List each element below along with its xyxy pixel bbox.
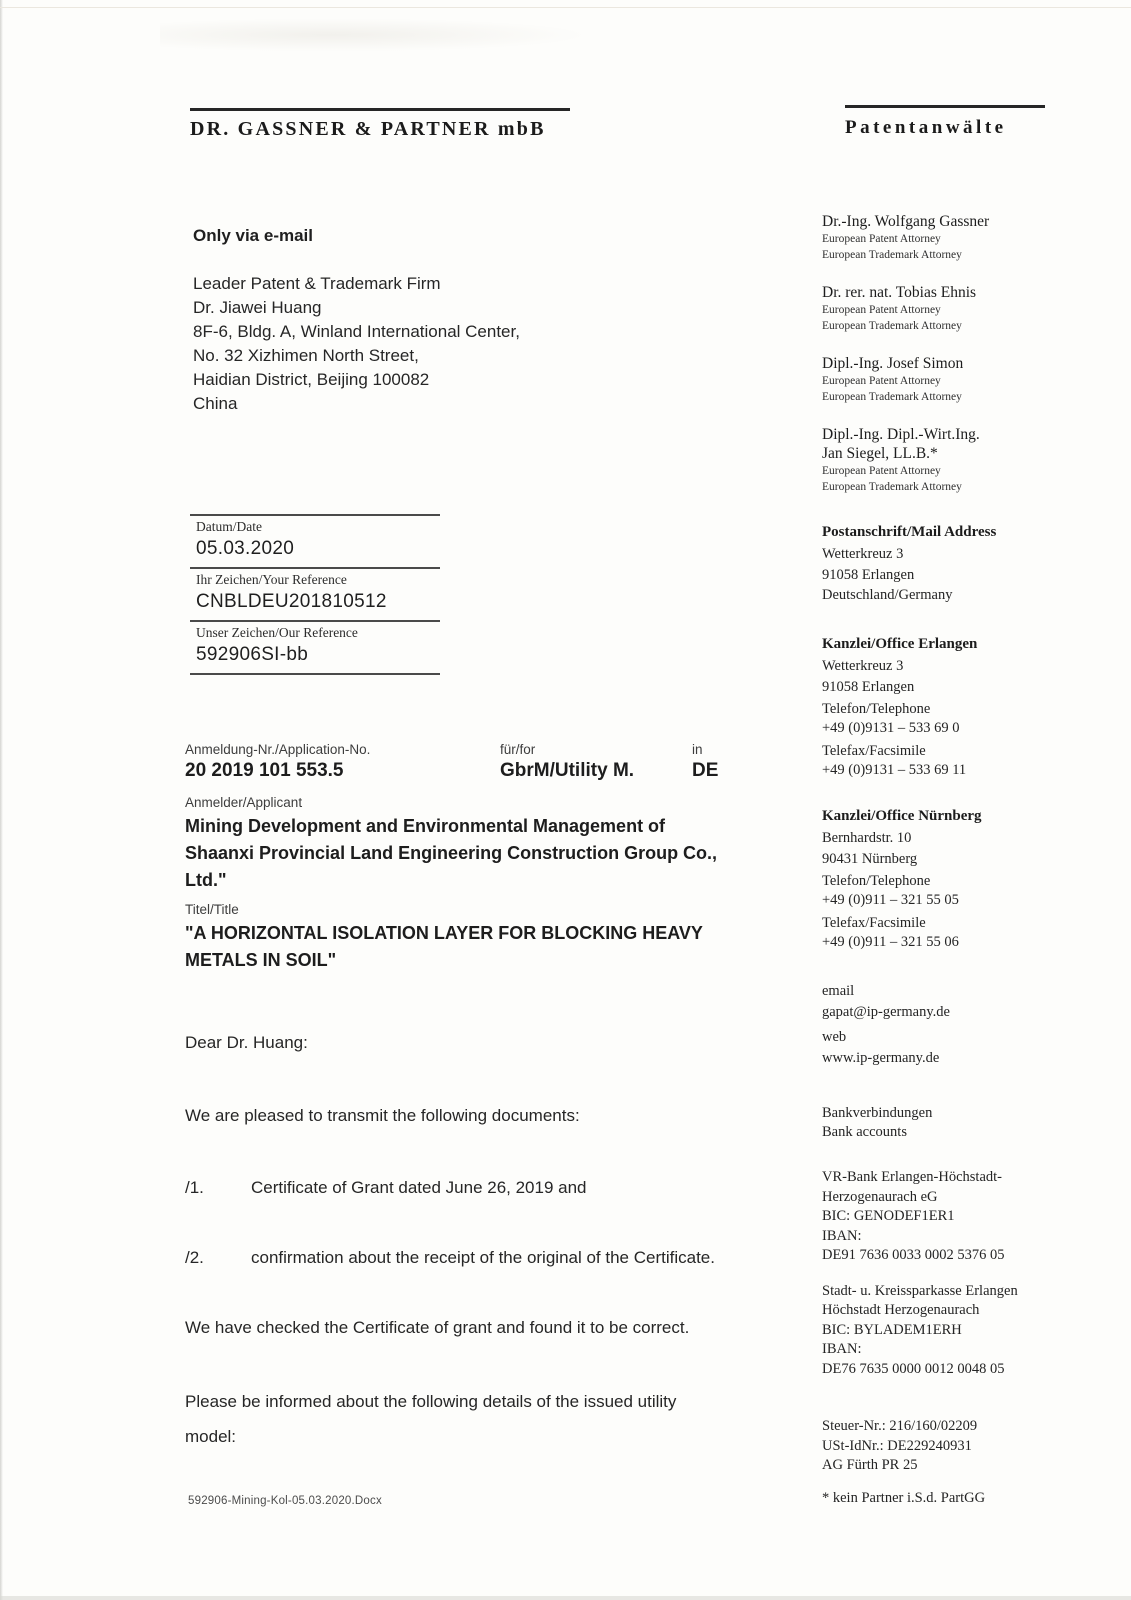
bank-account-line: IBAN: — [822, 1227, 862, 1244]
document-filename: 592906-Mining-Kol-05.03.2020.Docx — [188, 1495, 382, 1507]
office-nuernberg-fax — [822, 914, 982, 952]
attorney-list — [822, 212, 989, 515]
intro-paragraph: We are pleased to transmit the following documents: — [185, 1106, 580, 1125]
your-reference-label: Ihr Zeichen/Your Reference — [196, 572, 347, 587]
application-country-value: DE — [692, 760, 719, 781]
invention-title — [185, 920, 800, 974]
attorney-qualification: European Trademark Attorney — [822, 480, 962, 493]
bank-account-line: BIC: BYLADEM1ERH — [822, 1321, 962, 1338]
enclosure-item — [185, 1248, 715, 1268]
partner-footnote: * kein Partner i.S.d. PartGG — [822, 1490, 986, 1506]
attorney-entry — [822, 212, 989, 262]
attorney-name: Dr.-Ing. Wolfgang Gassner — [822, 213, 990, 230]
phone-label: Telefon/Telephone — [822, 701, 931, 717]
office-erlangen-section — [822, 636, 977, 780]
enclosure-item-number: /1. — [185, 1178, 204, 1197]
firm-name: DR. GASSNER & PARTNER mbB — [190, 108, 570, 141]
office-erlangen-heading: Kanzlei/Office Erlangen — [822, 636, 978, 652]
our-reference-value: 592906SI-bb — [196, 644, 309, 665]
attorney-qualification: European Trademark Attorney — [822, 319, 962, 332]
details-paragraph-line: Please be informed about the following details of the issued utility — [185, 1392, 677, 1411]
attorney-entry — [822, 425, 989, 494]
application-number-field — [185, 742, 500, 782]
your-reference-value: CNBLDEU201810512 — [196, 591, 387, 612]
reference-block — [190, 514, 440, 675]
vat-id-line: USt-IdNr.: DE229240931 — [822, 1437, 972, 1454]
attorney-entry — [822, 354, 989, 404]
date-field — [190, 514, 440, 567]
our-reference-field — [190, 620, 440, 675]
delivery-note: Only via e-mail — [193, 226, 313, 245]
applicant-name-line: Ltd." — [185, 870, 227, 890]
office-nuernberg-phone — [822, 872, 982, 910]
fax-number: +49 (0)9131 – 533 69 11 — [822, 762, 967, 778]
application-number-value: 20 2019 101 553.5 — [185, 760, 344, 781]
bank-account — [822, 1282, 1018, 1380]
office-nuernberg-address — [822, 828, 982, 869]
web-section — [822, 1028, 939, 1068]
attorney-name: Dipl.-Ing. Dipl.-Wirt.Ing. — [822, 426, 980, 443]
attorney-qualification: European Trademark Attorney — [822, 390, 962, 403]
office-erlangen-fax — [822, 742, 977, 780]
mail-address-heading: Postanschrift/Mail Address — [822, 524, 997, 540]
bank-account-line: Stadt- u. Kreissparkasse Erlangen — [822, 1282, 1018, 1299]
bank-heading-en: Bank accounts — [822, 1124, 907, 1140]
email-address: gapat@ip-germany.de — [822, 1004, 950, 1020]
details-paragraph-line: model: — [185, 1427, 237, 1446]
phone-number: +49 (0)9131 – 533 69 0 — [822, 720, 960, 736]
mail-address-line: 91058 Erlangen — [822, 566, 915, 583]
attorney-qualification: European Patent Attorney — [822, 465, 941, 477]
recipient-line: China — [193, 394, 238, 413]
office-address-line: Bernhardstr. 10 — [822, 830, 912, 846]
title-label: Titel/Title — [185, 902, 239, 917]
court-register-line: AG Fürth PR 25 — [822, 1457, 918, 1473]
your-reference-field — [190, 567, 440, 620]
office-erlangen-address — [822, 656, 977, 697]
firm-profession: Patentanwälte — [845, 105, 1045, 139]
mail-address-line: Wetterkreuz 3 — [822, 546, 904, 562]
scan-left-edge — [0, 0, 3, 1600]
enclosure-item-text: confirmation about the receipt of the original of the Certificate. — [251, 1248, 715, 1267]
application-type-field — [500, 742, 692, 782]
web-label: web — [822, 1029, 847, 1045]
attorney-name: Dr. rer. nat. Tobias Ehnis — [822, 284, 977, 301]
applicant-label: Anmelder/Applicant — [185, 795, 303, 810]
attorney-name: Dipl.-Ing. Josef Simon — [822, 355, 964, 372]
tax-info-section — [822, 1417, 977, 1476]
bank-account-line: VR-Bank Erlangen-Höchstadt- — [822, 1169, 1002, 1185]
bank-account-line: Höchstadt Herzogenaurach — [822, 1302, 980, 1318]
letterhead-sidebar — [822, 0, 1062, 1600]
attorney-qualification: European Patent Attorney — [822, 304, 941, 316]
attorney-qualification: European Patent Attorney — [822, 233, 941, 245]
bank-account — [822, 1168, 1018, 1266]
email-section — [822, 982, 950, 1022]
recipient-line: Haidian District, Beijing 100082 — [193, 370, 430, 389]
office-erlangen-phone — [822, 700, 977, 738]
fax-number: +49 (0)911 – 321 55 06 — [822, 934, 959, 950]
date-label: Datum/Date — [196, 519, 262, 534]
invention-title-line: "A HORIZONTAL ISOLATION LAYER FOR BLOCKING HEAVY — [185, 923, 703, 943]
salutation: Dear Dr. Huang: — [185, 1033, 308, 1052]
recipient-line: No. 32 Xizhimen North Street, — [193, 346, 419, 365]
mail-address-lines — [822, 544, 996, 606]
application-country-label: in — [692, 742, 703, 757]
applicant-name-line: Shaanxi Provincial Land Engineering Construction Group Co., — [185, 843, 718, 863]
application-number-label: Anmeldung-Nr./Application-No. — [185, 742, 371, 757]
recipient-address — [193, 272, 520, 416]
invention-title-line: METALS IN SOIL" — [185, 950, 337, 970]
application-type-value: GbrM/Utility M. — [500, 760, 635, 781]
bank-account-line: Herzogenaurach eG — [822, 1188, 938, 1205]
applicant-name — [185, 813, 800, 894]
bank-account-line: DE91 7636 0033 0002 5376 05 — [822, 1247, 1005, 1263]
fax-label: Telefax/Facsimile — [822, 743, 926, 759]
web-address: www.ip-germany.de — [822, 1050, 940, 1066]
recipient-line: 8F-6, Bldg. A, Winland International Center, — [193, 322, 520, 341]
attorney-qualification: European Trademark Attorney — [822, 248, 962, 261]
phone-number: +49 (0)911 – 321 55 05 — [822, 892, 959, 908]
bank-account-line: DE76 7635 0000 0012 0048 05 — [822, 1360, 1005, 1377]
application-type-label: für/for — [500, 742, 536, 757]
attorney-entry — [822, 283, 989, 333]
office-address-line: 91058 Erlangen — [822, 678, 915, 695]
office-nuernberg-heading: Kanzlei/Office Nürnberg — [822, 808, 982, 824]
enclosure-item — [185, 1178, 587, 1198]
checked-paragraph: We have checked the Certificate of grant and found it to be correct. — [185, 1318, 690, 1337]
bank-accounts-section — [822, 1104, 1018, 1379]
mail-address-line: Deutschland/Germany — [822, 587, 953, 603]
enclosure-item-number: /2. — [185, 1248, 204, 1267]
enclosure-item-text: Certificate of Grant dated June 26, 2019 and — [251, 1178, 587, 1197]
attorney-qualification: European Patent Attorney — [822, 375, 941, 387]
date-value: 05.03.2020 — [196, 538, 295, 559]
our-reference-label: Unser Zeichen/Our Reference — [196, 625, 358, 640]
application-number-row — [185, 742, 800, 782]
office-nuernberg-section — [822, 808, 982, 952]
recipient-line: Dr. Jiawei Huang — [193, 298, 322, 317]
phone-label: Telefon/Telephone — [822, 873, 931, 889]
mail-address-section — [822, 524, 996, 606]
fax-label: Telefax/Facsimile — [822, 915, 926, 931]
office-address-line: 90431 Nürnberg — [822, 850, 918, 867]
bank-account-line: IBAN: — [822, 1341, 862, 1357]
scan-artifact-smudge — [160, 18, 590, 52]
email-label: email — [822, 983, 855, 999]
application-block — [185, 742, 800, 974]
bank-heading-de: Bankverbindungen — [822, 1105, 933, 1121]
details-paragraph — [185, 1384, 785, 1454]
tax-number-line: Steuer-Nr.: 216/160/02209 — [822, 1418, 978, 1434]
bank-account-line: BIC: GENODEF1ER1 — [822, 1208, 955, 1224]
applicant-name-line: Mining Development and Environmental Management of — [185, 816, 666, 836]
attorney-name: Jan Siegel, LL.B.* — [822, 445, 938, 462]
application-country-field — [692, 742, 800, 782]
office-address-line: Wetterkreuz 3 — [822, 658, 904, 674]
recipient-line: Leader Patent & Trademark Firm — [193, 274, 441, 293]
